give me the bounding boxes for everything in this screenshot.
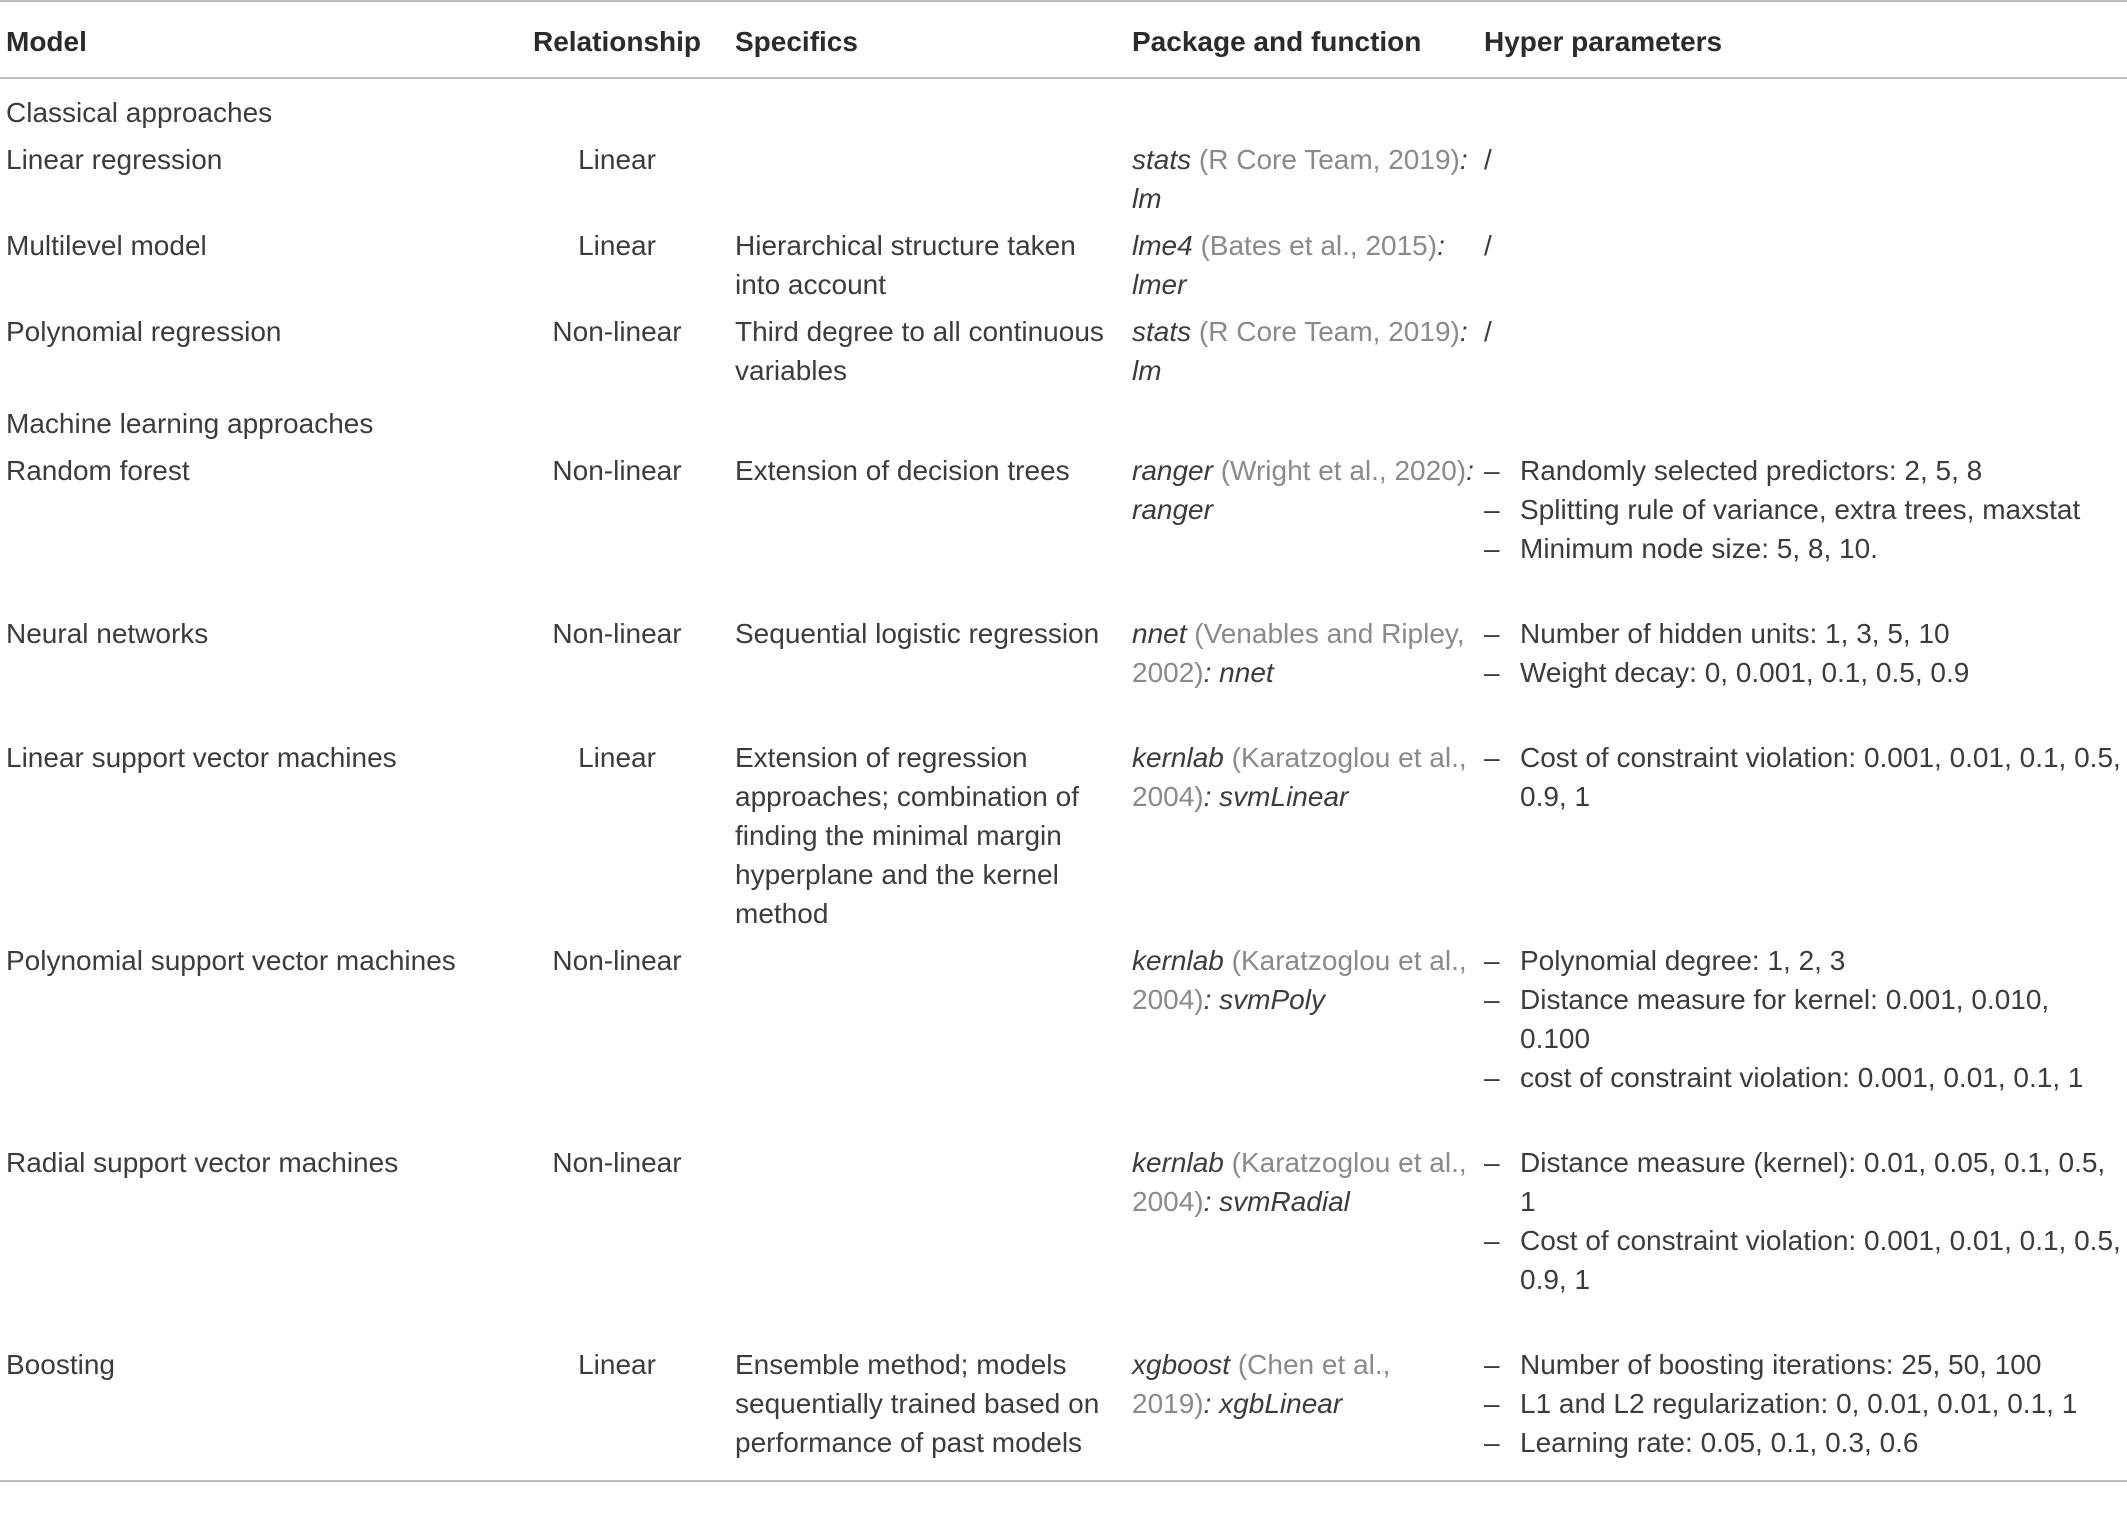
hyperparameter-text: Number of boosting iterations: 25, 50, 100 xyxy=(1520,1349,2042,1380)
cell-hyper xyxy=(1484,606,2127,730)
cell-model: Polynomial support vector machines xyxy=(6,945,456,976)
bullet-dash: – xyxy=(1484,1147,1500,1178)
hyperparameter-text: L1 and L2 regularization: 0, 0.01, 0.01, 0.1, 1 xyxy=(1520,1388,2078,1419)
header-package: Package and function xyxy=(1132,26,1422,57)
cell-hyper xyxy=(1484,1337,2127,1481)
hyperparameter-text: Weight decay: 0, 0.001, 0.1, 0.5, 0.9 xyxy=(1520,657,1970,688)
bullet-dash: – xyxy=(1484,945,1500,976)
package-function: : svmRadial xyxy=(1203,1186,1350,1217)
cell-model: Boosting xyxy=(0,1337,502,1481)
cell-relationship: Non-linear xyxy=(552,1147,682,1178)
cell-relationship: Linear xyxy=(578,742,656,773)
list-item xyxy=(1484,1143,2127,1221)
bullet-dash: – xyxy=(1484,1062,1500,1093)
cell-package xyxy=(1132,304,1484,390)
package-reference[interactable]: (R Core Team, 2019) xyxy=(1191,316,1460,347)
cell-model: Polynomial regression xyxy=(6,316,282,347)
hyperparameter-text: Minimum node size: 5, 8, 10. xyxy=(1520,533,1878,564)
package-reference[interactable]: (R Core Team, 2019) xyxy=(1191,144,1460,175)
table-row xyxy=(0,933,2127,1135)
bullet-dash: – xyxy=(1484,1225,1500,1256)
cell-package xyxy=(1132,606,1484,730)
package-function: : ranger xyxy=(1132,455,1474,525)
cell-specifics xyxy=(732,132,1132,218)
package-function: : lm xyxy=(1132,144,1468,214)
bullet-dash: – xyxy=(1484,984,1500,1015)
cell-package xyxy=(1132,218,1484,304)
hyperparameter-text: Cost of constraint violation: 0.001, 0.01, 0.1, 0.5, 0.9, 1 xyxy=(1520,1225,2121,1295)
section-row-ml xyxy=(0,390,2127,443)
cell-model: Linear support vector machines xyxy=(6,742,397,773)
cell-relationship: Linear xyxy=(578,230,656,261)
bullet-dash: – xyxy=(1484,533,1500,564)
package-name: xgboost xyxy=(1132,1349,1231,1380)
list-item xyxy=(1484,490,2127,529)
cell-package xyxy=(1132,443,1484,606)
hyperparameter-text: Learning rate: 0.05, 0.1, 0.3, 0.6 xyxy=(1520,1427,1919,1458)
table-row xyxy=(0,443,2127,606)
list-item xyxy=(1484,1345,2127,1384)
package-name: stats xyxy=(1132,144,1192,175)
list-item xyxy=(1484,980,2127,1058)
hyperparameter-list xyxy=(1484,738,2127,816)
cell-specifics: Third degree to all continuous variables xyxy=(735,316,1104,386)
package-function: : svmPoly xyxy=(1203,984,1325,1015)
list-item xyxy=(1484,1221,2127,1299)
table-row xyxy=(0,1135,2127,1337)
cell-specifics: Hierarchical structure taken into account xyxy=(735,230,1076,300)
hyperparameter-text: Randomly selected predictors: 2, 5, 8 xyxy=(1520,455,1983,486)
cell-specifics xyxy=(732,933,1132,1135)
cell-specifics xyxy=(732,1135,1132,1337)
list-item xyxy=(1484,529,2127,568)
hyperparameter-text: Splitting rule of variance, extra trees, maxstat xyxy=(1520,494,2081,525)
package-function: : nnet xyxy=(1203,657,1274,688)
hyperparameter-list xyxy=(1484,1345,2127,1462)
list-item xyxy=(1484,941,2127,980)
cell-package xyxy=(1132,730,1484,933)
section-row-classical xyxy=(0,78,2127,132)
header-relationship: Relationship xyxy=(532,26,701,57)
table-row xyxy=(0,730,2127,933)
cell-hyper: / xyxy=(1484,144,1492,175)
package-function: : xgbLinear xyxy=(1203,1388,1343,1419)
hyperparameter-text: Distance measure (kernel): 0.01, 0.05, 0.1, 0.5, 1 xyxy=(1520,1147,2106,1217)
package-name: ranger xyxy=(1132,455,1213,486)
package-name: stats xyxy=(1132,316,1192,347)
cell-model: Linear regression xyxy=(6,144,223,175)
bullet-dash: – xyxy=(1484,1427,1500,1458)
list-item xyxy=(1484,1384,2127,1423)
list-item xyxy=(1484,653,2127,692)
bullet-dash: – xyxy=(1484,618,1500,649)
list-item xyxy=(1484,1423,2127,1462)
table-row xyxy=(0,304,2127,390)
cell-hyper: / xyxy=(1484,230,1492,261)
package-name: kernlab xyxy=(1132,742,1224,773)
cell-relationship: Non-linear xyxy=(552,945,682,976)
cell-specifics: Ensemble method; models sequentially trained based on performance of past models xyxy=(732,1337,1132,1481)
list-item xyxy=(1484,614,2127,653)
hyperparameter-text: Cost of constraint violation: 0.001, 0.01, 0.1, 0.5, 0.9, 1 xyxy=(1520,742,2121,812)
header-model: Model xyxy=(6,26,87,57)
package-reference[interactable]: (Karatzoglou et al., 2004) xyxy=(1132,742,1467,812)
cell-package xyxy=(1132,1135,1484,1337)
list-item xyxy=(1484,451,2127,490)
hyperparameter-text: cost of constraint violation: 0.001, 0.01, 0.1, 1 xyxy=(1520,1062,2084,1093)
cell-model: Random forest xyxy=(6,455,190,486)
cell-relationship: Non-linear xyxy=(552,316,682,347)
package-reference[interactable]: (Chen et al., 2019) xyxy=(1132,1349,1391,1419)
cell-package xyxy=(1132,132,1484,218)
package-reference[interactable]: (Venables and Ripley, 2002) xyxy=(1132,618,1465,688)
bullet-dash: – xyxy=(1484,455,1500,486)
package-reference[interactable]: (Wright et al., 2020) xyxy=(1212,455,1467,486)
cell-model: Multilevel model xyxy=(6,230,207,261)
table-row xyxy=(0,218,2127,304)
hyperparameter-text: Polynomial degree: 1, 2, 3 xyxy=(1520,945,1846,976)
cell-model: Radial support vector machines xyxy=(6,1147,399,1178)
cell-hyper xyxy=(1484,443,2127,606)
cell-relationship: Linear xyxy=(502,1337,732,1481)
cell-relationship: Linear xyxy=(578,144,656,175)
cell-package xyxy=(1132,933,1484,1135)
bullet-dash: – xyxy=(1484,1349,1500,1380)
hyperparameter-list xyxy=(1484,941,2127,1097)
header-specifics: Specifics xyxy=(735,26,858,57)
section-classical: Classical approaches xyxy=(6,97,273,128)
header-hyper: Hyper parameters xyxy=(1484,26,1723,57)
section-machine-learning: Machine learning approaches xyxy=(6,408,374,439)
package-function: : lmer xyxy=(1132,230,1445,300)
cell-hyper: / xyxy=(1484,316,1492,347)
cell-specifics: Extension of decision trees xyxy=(735,455,1070,486)
cell-specifics: Sequential logistic regression xyxy=(735,618,1100,649)
package-function: : svmLinear xyxy=(1203,781,1349,812)
table-row xyxy=(0,132,2127,218)
hyperparameter-text: Number of hidden units: 1, 3, 5, 10 xyxy=(1520,618,1950,649)
table-row xyxy=(0,1337,2127,1481)
cell-relationship: Non-linear xyxy=(552,455,682,486)
package-function: : lm xyxy=(1132,316,1468,386)
cell-hyper xyxy=(1484,1135,2127,1337)
cell-hyper xyxy=(1484,933,2127,1135)
cell-hyper xyxy=(1484,730,2127,933)
package-name: lme4 xyxy=(1132,230,1193,261)
header-row xyxy=(0,1,2127,78)
package-reference[interactable]: (Karatzoglou et al., 2004) xyxy=(1132,1147,1467,1217)
package-name: kernlab xyxy=(1132,1147,1224,1178)
list-item xyxy=(1484,738,2127,816)
cell-relationship: Non-linear xyxy=(552,618,682,649)
cell-package xyxy=(1132,1337,1484,1481)
bullet-dash: – xyxy=(1484,657,1500,688)
table-row xyxy=(0,606,2127,730)
package-reference[interactable]: (Bates et al., 2015) xyxy=(1192,230,1438,261)
bullet-dash: – xyxy=(1484,494,1500,525)
cell-model: Neural networks xyxy=(6,618,209,649)
package-name: kernlab xyxy=(1132,945,1224,976)
package-name: nnet xyxy=(1132,618,1187,649)
cell-specifics: Extension of regression approaches; combination of finding the minimal margin hyperplane and the kernel method xyxy=(735,742,1079,929)
hyperparameter-list xyxy=(1484,614,2127,692)
bullet-dash: – xyxy=(1484,1388,1500,1419)
hyperparameter-text: Distance measure for kernel: 0.001, 0.010, 0.100 xyxy=(1520,984,2050,1054)
list-item xyxy=(1484,1058,2127,1097)
bullet-dash: – xyxy=(1484,742,1500,773)
hyperparameter-list xyxy=(1484,1143,2127,1299)
hyperparameter-list xyxy=(1484,451,2127,568)
package-reference[interactable]: (Karatzoglou et al., 2004) xyxy=(1132,945,1467,1015)
